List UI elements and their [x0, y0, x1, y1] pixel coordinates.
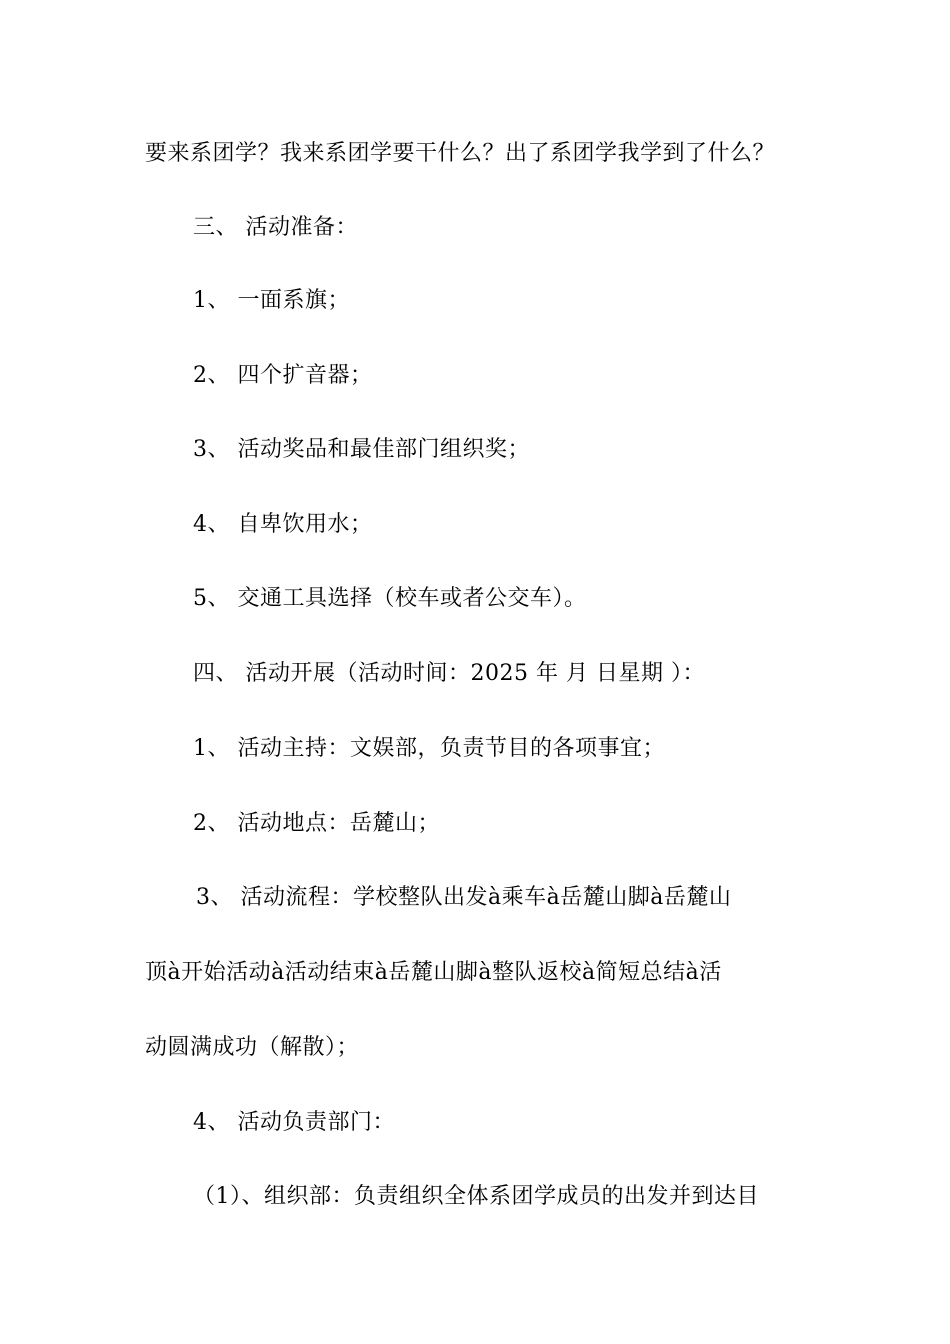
paragraph-continuation: 要来系团学？我来系团学要干什么？出了系团学我学到了什么？	[145, 141, 776, 166]
list-item-process: 3、 活动流程：学校整队出发à乘车à岳麓山脚à岳麓山	[196, 885, 732, 910]
list-item: 4、 活动负责部门：	[193, 1110, 395, 1135]
list-item-continuation: 顶à开始活动à活动结束à岳麓山脚à整队返校à简短总结à活	[145, 960, 722, 985]
list-item: 2、 活动地点：岳麓山；	[193, 811, 440, 836]
list-item: 3、 活动奖品和最佳部门组织奖；	[193, 437, 530, 462]
sub-list-item: （1）、组织部：负责组织全体系团学成员的出发并到达目	[193, 1184, 759, 1209]
section-heading-preparation: 三、 活动准备：	[193, 215, 358, 240]
list-item-continuation: 动圆满成功（解散）；	[145, 1035, 360, 1060]
list-item: 5、 交通工具选择（校车或者公交车）。	[193, 586, 587, 611]
section-heading-activity: 四、 活动开展（活动时间：2025 年 月 日星期 ）：	[193, 661, 705, 686]
list-item: 4、 自卑饮用水；	[193, 512, 373, 537]
list-item: 2、 四个扩音器；	[193, 363, 373, 388]
list-item: 1、 一面系旗；	[193, 288, 350, 313]
list-item: 1、 活动主持：文娱部，负责节目的各项事宜；	[193, 736, 665, 761]
